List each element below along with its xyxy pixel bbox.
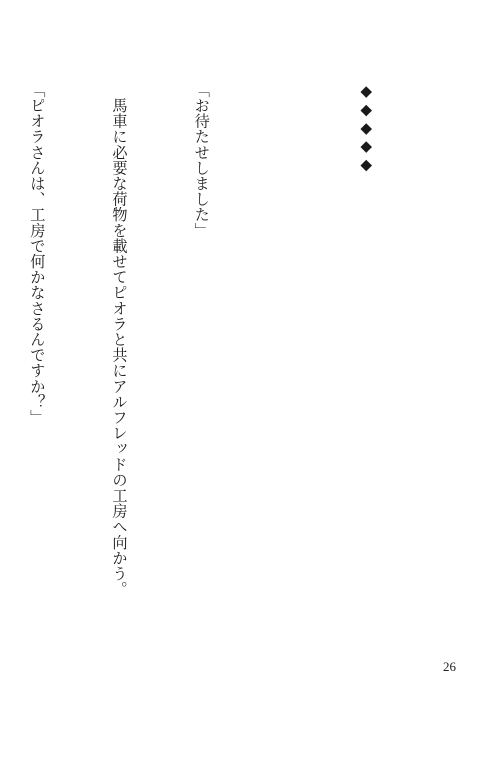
text-line [270, 82, 297, 642]
text-line: 「お待たせしました」 [192, 82, 211, 238]
text-line: 馬車に必要な荷物を載せてピオラと共にアルフレッドの工房へ向かう。 [110, 82, 129, 597]
section-break-ornament: ◆◆◆◆◆ [357, 82, 376, 174]
text-line: 「ピオラさんは、工房で何かなさるんですか？」 [28, 82, 47, 426]
page-number: 26 [443, 659, 456, 674]
body-text [0, 82, 434, 642]
